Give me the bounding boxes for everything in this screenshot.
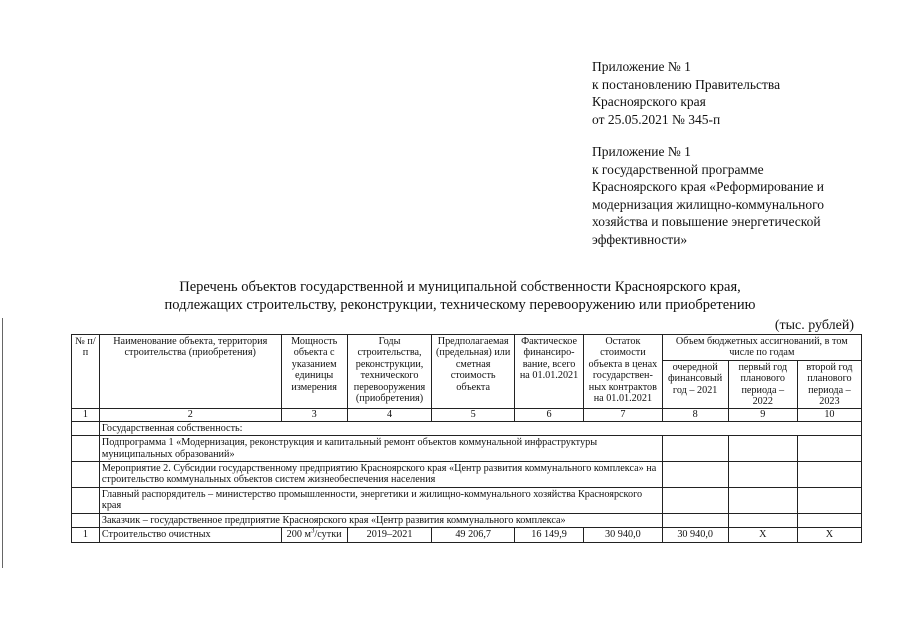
column-number: 9 (728, 409, 797, 421)
appendix-line: Красноярского края «Реформирование и (592, 179, 825, 195)
column-number: 7 (584, 409, 662, 421)
appendix-line: Приложение № 1 (592, 59, 691, 74)
cell-estimate: 49 206,7 (432, 528, 515, 542)
table-row-subprogram (72, 436, 862, 462)
cell-2023: Х (797, 528, 861, 542)
capacity-unit: /сутки (314, 529, 342, 541)
header-year-2023: второй год планового периода – 2023 (797, 360, 861, 409)
appendix-line: Красноярского края (592, 94, 706, 110)
appendix-block-resolution (592, 58, 780, 128)
header-remaining: Остаток стоимости объекта в ценах государствен-ных контрактов на 01.01.2021 (584, 335, 662, 409)
column-numbers-row (72, 409, 862, 421)
row-text: Заказчик – государственное предприятие Красноярского края «Центр развития коммунального комплекса» (99, 513, 662, 527)
capacity-value: 200 м (286, 529, 311, 541)
column-number: 10 (797, 409, 861, 421)
table-row (72, 528, 862, 542)
column-number: 5 (432, 409, 515, 421)
column-number: 4 (347, 409, 432, 421)
cell-financed: 16 149,9 (514, 528, 583, 542)
header-financed: Фактическое финансиро-вание, всего на 01.01.2021 (514, 335, 583, 409)
header-year-2022: первый год планового периода – 2022 (728, 360, 797, 409)
row-text: Мероприятие 2. Субсидии государственному предприятию Красноярского края «Центр развития коммунального комплекса» на строительство коммунальных объектов систем жизнеобеспечения населения (99, 462, 662, 488)
header-years: Годы строительства, реконструкции, технического перевооружения (приобретения) (347, 335, 432, 409)
document-title (60, 278, 860, 314)
column-number: 8 (662, 409, 728, 421)
objects-table (71, 334, 862, 543)
margin-rule (2, 318, 3, 568)
title-line-1: Перечень объектов государственной и муниципальной собственности Красноярского края, (179, 279, 741, 295)
cell-number: 1 (72, 528, 100, 542)
cell-2021: 30 940,0 (662, 528, 728, 542)
capacity-exponent: 3 (310, 527, 315, 535)
title-line-2: подлежащих строительству, реконструкции, техническому перевооружению или приобретению (164, 297, 756, 313)
appendix-block-program (592, 143, 824, 249)
header-number: № п/п (72, 335, 100, 409)
appendix-line: хозяйства и повышение энергетической (592, 214, 821, 230)
header-estimate: Предполагаемая (предельная) или сметная стоимость объекта (432, 335, 515, 409)
column-number: 1 (72, 409, 100, 421)
table-row-customer (72, 513, 862, 527)
column-number: 3 (281, 409, 347, 421)
column-number: 6 (514, 409, 583, 421)
row-text: Подпрограмма 1 «Модернизация, реконструкция и капитальный ремонт объектов коммунальной инфраструктуры муниципальных образований» (99, 436, 662, 462)
cell-remaining: 30 940,0 (584, 528, 662, 542)
cell-2022: Х (728, 528, 797, 542)
header-name: Наименование объекта, территория строительства (приобретения) (99, 335, 281, 409)
units-label: (тыс. рублей) (774, 318, 854, 333)
appendix-line: к государственной программе (592, 161, 764, 177)
table-row-measure (72, 462, 862, 488)
appendix-line: модернизация жилищно-коммунального (592, 196, 825, 212)
appendix-line: эффективности» (592, 231, 688, 247)
row-text: Государственная собственность: (99, 421, 861, 435)
header-budget-group: Объем бюджетных ассигнований, в том числе по годам (662, 335, 861, 361)
cell-years: 2019–2021 (347, 528, 432, 542)
table-row-ownership (72, 421, 862, 435)
cell-object-name: Строительство очистных (99, 528, 281, 542)
cell-capacity (281, 528, 347, 542)
header-capacity: Мощность объекта с указанием единицы измерения (281, 335, 347, 409)
appendix-line: от 25.05.2021 № 345-п (592, 111, 721, 127)
appendix-line: Приложение № 1 (592, 144, 691, 159)
appendix-line: к постановлению Правительства (592, 76, 781, 92)
column-number: 2 (99, 409, 281, 421)
table-row-manager (72, 487, 862, 513)
header-year-2021: очередной финансовый год – 2021 (662, 360, 728, 409)
row-text: Главный распорядитель – министерство промышленности, энергетики и жилищно-коммунального хозяйства Красноярского края (99, 487, 662, 513)
